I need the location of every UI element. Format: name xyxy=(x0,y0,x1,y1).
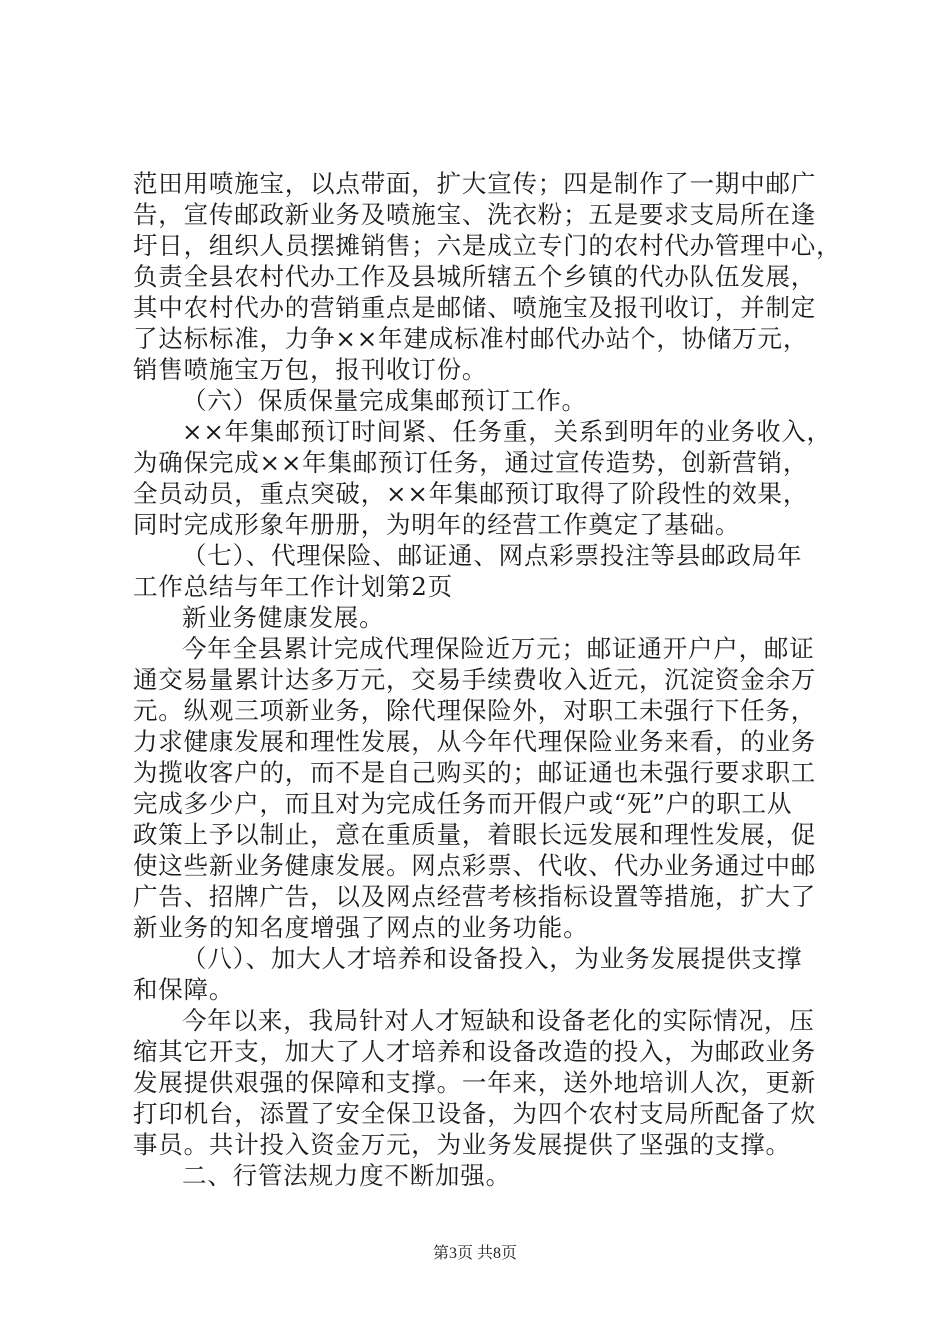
text-line: 新业务健康发展。 xyxy=(182,603,385,632)
text-line: 销售喷施宝万包，报刊收订份。 xyxy=(133,355,488,384)
text-line: 使这些新业务健康发展。网点彩票、代收、代办业务通过中邮 xyxy=(133,851,817,880)
text-line: 全员动员，重点突破，××年集邮预订取得了阶段性的效果， xyxy=(133,479,809,508)
text-line: 了达标标准，力争××年建成标准村邮代办站个，协储万元， xyxy=(133,324,809,353)
text-line: 广告、招牌广告，以及网点经营考核指标设置等措施，扩大了 xyxy=(133,882,817,911)
text-line: 圩日，组织人员摆摊销售；六是成立专门的农村代办管理中心， xyxy=(133,231,842,260)
text-line: 政策上予以制止，意在重质量，着眼长远发展和理性发展，促 xyxy=(133,820,817,849)
section-heading: （六）保质保量完成集邮预订工作。 xyxy=(182,386,587,415)
text-line: 同时完成形象年册册，为明年的经营工作奠定了基础。 xyxy=(133,510,741,539)
text-line: 缩其它开支，加大了人才培养和设备改造的投入，为邮政业务 xyxy=(133,1037,817,1066)
text-line: 为揽收客户的，而不是自己购买的；邮证通也未强行要求职工 xyxy=(133,758,817,787)
page-number-footer: 第3页 共8页 xyxy=(432,1245,517,1262)
text-line: 范田用喷施宝，以点带面，扩大宣传；四是制作了一期中邮广 xyxy=(133,169,817,198)
document-body xyxy=(133,168,842,1191)
section-heading: （八）、加大人才培养和设备投入，为业务发展提供支撑 xyxy=(182,944,803,973)
text-line: 其中农村代办的营销重点是邮储、喷施宝及报刊收订，并制定 xyxy=(133,293,817,322)
section-heading: 二、行管法规力度不断加强。 xyxy=(182,1161,511,1190)
text-line: 事员。共计投入资金万元，为业务发展提供了坚强的支撑。 xyxy=(133,1130,791,1159)
section-heading: （七）、代理保险、邮证通、网点彩票投注等县邮政局年 xyxy=(182,541,803,570)
text-line: 今年以来，我局针对人才短缺和设备老化的实际情况，压 xyxy=(182,1006,815,1035)
text-line: 力求健康发展和理性发展，从今年代理保险业务来看，的业务 xyxy=(133,727,817,756)
text-line: 发展提供艰强的保障和支撑。一年来，送外地培训人次，更新 xyxy=(133,1068,817,1097)
text-line: 通交易量累计达多万元，交易手续费收入近元，沉淀资金余万 xyxy=(133,665,817,694)
text-line: 元。纵观三项新业务，除代理保险外，对职工未强行下任务， xyxy=(133,696,817,725)
text-line: 完成多少户，而且对为完成任务而开假户或“死”户的职工从 xyxy=(133,789,793,818)
text-line: 打印机台，添置了安全保卫设备，为四个农村支局所配备了炊 xyxy=(133,1099,817,1128)
text-line: 今年全县累计完成代理保险近万元；邮证通开户户，邮证 xyxy=(182,634,815,663)
text-line: 负责全县农村代办工作及县城所辖五个乡镇的代办队伍发展， xyxy=(133,262,817,291)
text-line: 工作总结与年工作计划第2页 xyxy=(133,572,453,601)
text-line: 为确保完成××年集邮预订任务，通过宣传造势，创新营销， xyxy=(133,448,809,477)
text-line: ××年集邮预订时间紧、任务重，关系到明年的业务收入， xyxy=(182,417,832,446)
text-line: 新业务的知名度增强了网点的业务功能。 xyxy=(133,913,589,942)
text-line: 和保障。 xyxy=(133,975,235,1004)
text-line: 告，宣传邮政新业务及喷施宝、洗衣粉；五是要求支局所在逢 xyxy=(133,200,817,229)
